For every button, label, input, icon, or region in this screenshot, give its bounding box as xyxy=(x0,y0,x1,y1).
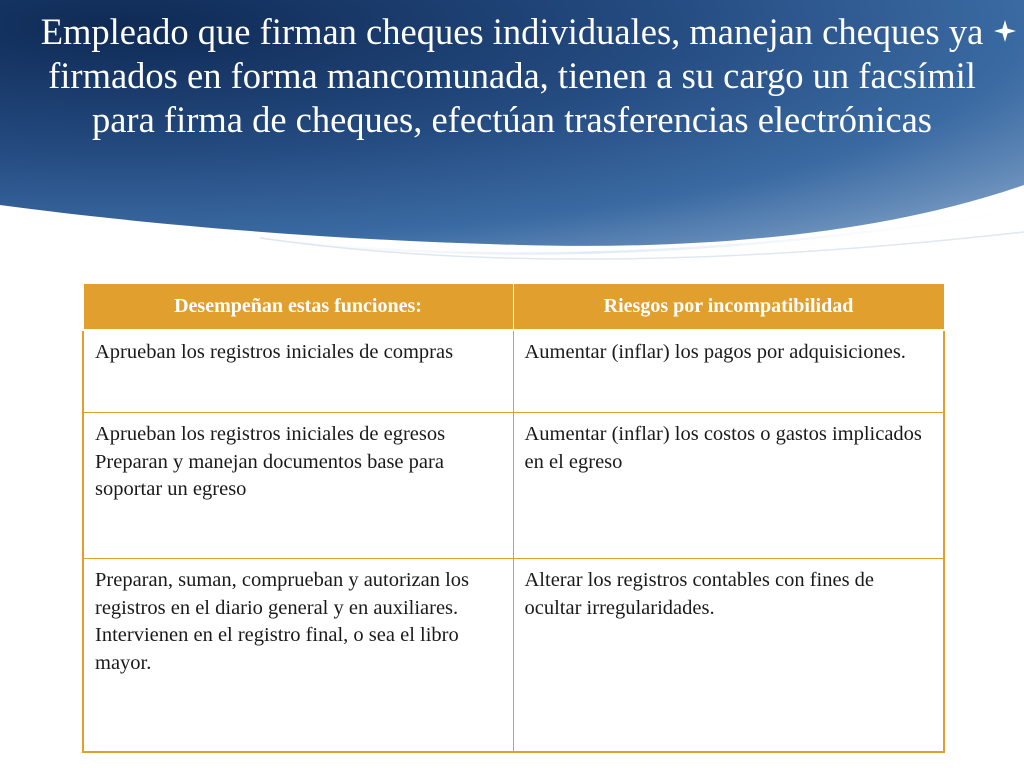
table-row xyxy=(83,413,944,559)
four-point-star-icon xyxy=(994,20,1016,42)
risks-cell: Aumentar (inflar) los costos o gastos implicados en el egreso xyxy=(513,413,944,559)
functions-cell: Aprueban los registros iniciales de compras xyxy=(83,330,513,413)
table-header-row xyxy=(83,284,944,331)
functions-cell: Preparan, suman, comprueban y autorizan los registros en el diario general y en auxiliares. Intervienen en el registro final, o sea el libro mayor. xyxy=(83,559,513,753)
slide-title: Empleado que firman cheques individuales, manejan cheques ya firmados en forma mancomunada, tienen a su cargo un facsímil para firma de cheques, efectúan trasferencias electrónicas xyxy=(40,11,984,140)
risks-column-header: Riesgos por incompatibilidad xyxy=(513,284,944,331)
table-row xyxy=(83,330,944,413)
risks-cell: Alterar los registros contables con fines de ocultar irregularidades. xyxy=(513,559,944,753)
functions-cell: Aprueban los registros iniciales de egresos Preparan y manejan documentos base para soportar un egreso xyxy=(83,413,513,559)
table-row xyxy=(83,559,944,753)
risks-cell: Aumentar (inflar) los pagos por adquisiciones. xyxy=(513,330,944,413)
functions-column-header: Desempeñan estas funciones: xyxy=(83,284,513,331)
functions-risks-table xyxy=(82,283,945,753)
